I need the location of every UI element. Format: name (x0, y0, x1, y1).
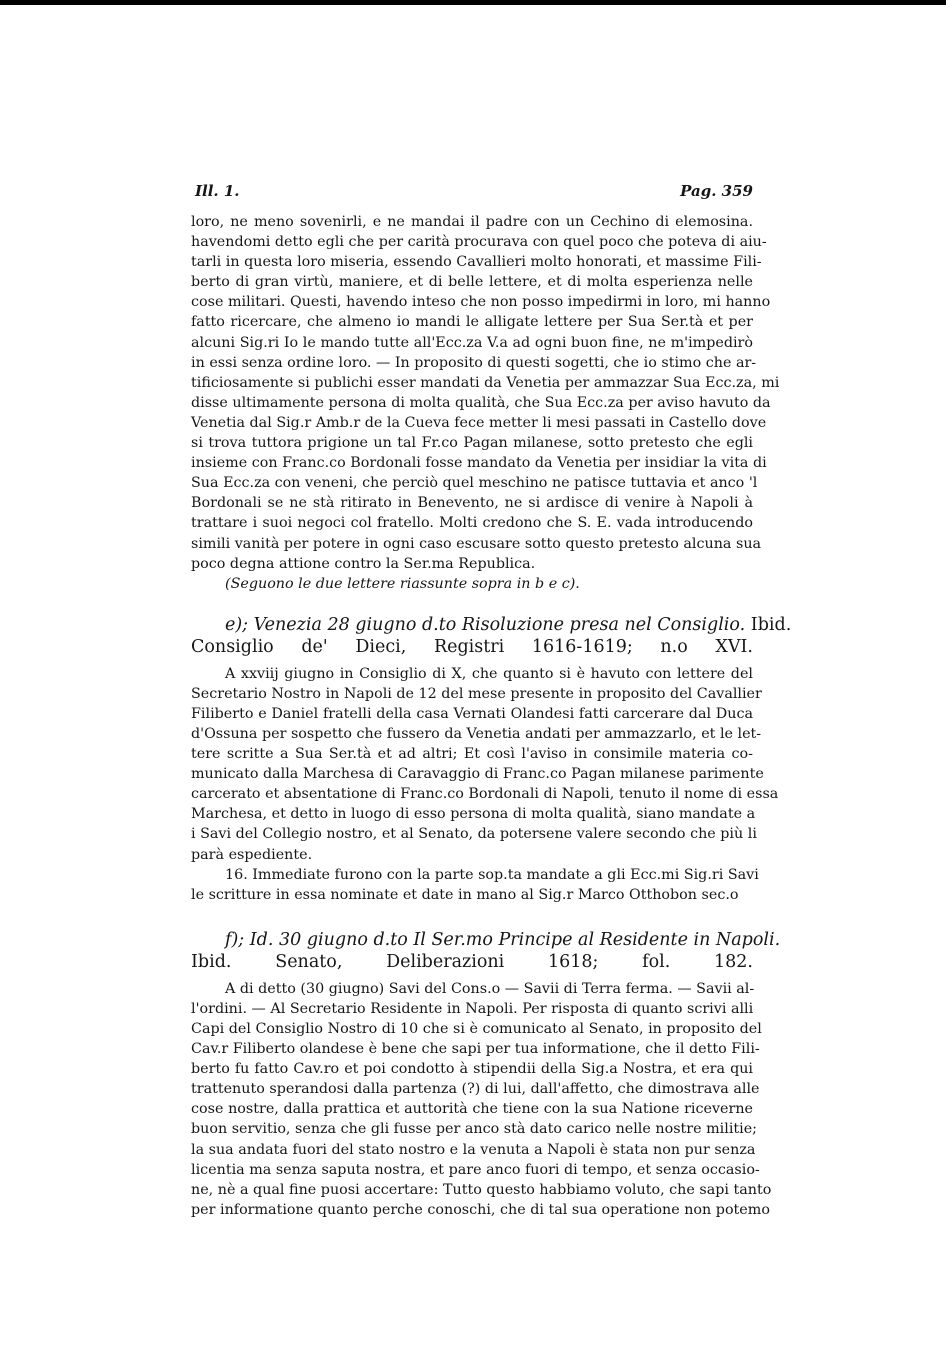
section-f-source: Ibid. Senato, Deliberazioni 1618; fol. 182. (191, 951, 753, 972)
text-line: disse ultimamente persona di molta qualità, che Sua Ecc.za per aviso havuto da (191, 394, 771, 411)
section-f-heading (191, 929, 781, 973)
text-line: ne, nè a qual fine puosi accertare: Tutto questo habbiamo voluto, che sapi tanto (191, 1181, 772, 1198)
text-line: Secretario Nostro in Napoli de 12 del mese presente in proposito del Cavallier (191, 685, 762, 702)
text-line: carcerato et absentatione di Franc.co Bordonali di Napoli, tenuto il nome di essa (191, 786, 779, 803)
text-line: Sua Ecc.za con veneni, che perciò quel meschino ne patisce tuttavia et anco 'l (191, 475, 758, 492)
section-e-paragraph-2 (191, 865, 759, 905)
illustration-ref: Ill. 1. (195, 182, 240, 200)
text-line: per informatione quanto perche conoschi, che di tal sua operatione non potemo (191, 1201, 770, 1218)
text-line: A xxviij giugno in Consiglio di X, che quanto si è havuto con lettere del (225, 665, 753, 682)
text-line: insieme con Franc.co Bordonali fosse mandato da Venetia per insidiar la vita di (191, 455, 767, 472)
text-line: Marchesa, et detto in luogo di esso persona di molta qualità, siano mandate a (191, 806, 756, 823)
section-e-title: e); Venezia 28 giugno d.to Risoluzione presa nel Consiglio. Ibid. (225, 614, 792, 635)
top-edge-rule (0, 0, 946, 5)
text-line: i Savi del Collegio nostro, et al Senato, da potersene valere secondo che più li (191, 826, 757, 843)
book-page (191, 182, 792, 1220)
text-line: licentia ma senza saputa nostra, et pare anco fuori di tempo, et senza occasio- (191, 1161, 760, 1178)
text-line: cose militari. Questi, havendo inteso che non posso impedirmi in loro, mi hanno (191, 294, 771, 311)
page-number: Pag. 359 (680, 182, 753, 200)
text-line: tarli in questa loro miseria, essendo Cavallieri molto honorati, et massime Fili- (191, 254, 762, 271)
text-line: fatto ricercare, che almeno io mandi le alligate lettere per Sua Ser.tà et per (191, 314, 753, 331)
text-line: le scritture in essa nominate et date in mano al Sig.r Marco Otthobon sec.o (191, 886, 739, 903)
text-line: berto di gran virtù, maniere, et di belle lettere, et di molta esperienza nelle (191, 274, 753, 291)
section-e-heading (191, 614, 792, 658)
editor-note: (Seguono le due lettere riassunte sopra in b e c). (225, 575, 580, 592)
running-head (191, 182, 753, 212)
text-line: Filiberto e Daniel fratelli della casa Vernati Olandesi fatti carcerare dal Duca (191, 705, 753, 722)
text-line: trattenuto sperandosi dalla partenza (?) di lui, dall'affetto, che dimostrava alle (191, 1081, 760, 1098)
text-line: d'Ossuna per sospetto che fussero da Venetia andati per ammazzarlo, et le let- (191, 725, 762, 742)
text-line: poco degna attione contro la Ser.ma Republica. (191, 555, 536, 572)
text-line: simili vanità per potere in ogni caso escusare sotto questo pretesto alcuna sua (191, 535, 762, 552)
text-line: 16. Immediate furono con la parte sop.ta mandate a gli Ecc.mi Sig.ri Savi (225, 866, 759, 883)
text-line: Cav.r Filiberto olandese è bene che sapi per tua informatione, che il detto Fili- (191, 1041, 760, 1058)
text-line: municato dalla Marchesa di Caravaggio di Franc.co Pagan milanese parimente (191, 766, 764, 783)
text-line: berto fu fatto Cav.ro et poi condotto à stipendii della Sig.a Nostra, et era qui (191, 1061, 753, 1078)
text-line: la sua andata fuori del stato nostro e la venuta a Napoli è stata non pur senza (191, 1141, 756, 1158)
text-line: tificiosamente si publichi esser mandati da Venetia per ammazzar Sua Ecc.za, mi (191, 374, 780, 391)
document-d-text (191, 212, 780, 574)
text-line: in essi senza ordine loro. — In proposito di questi sogetti, che io stimo che ar- (191, 354, 757, 371)
text-line: parà espediente. (191, 846, 313, 863)
section-e-source: Consiglio de' Dieci, Registri 1616-1619; n.o XVI. (191, 636, 753, 657)
section-f-paragraph-1 (191, 979, 772, 1220)
text-line: cose nostre, dalla prattica et auttorità che tiene con la sua Natione riceverne (191, 1101, 753, 1118)
section-e-paragraph-1 (191, 664, 779, 865)
text-line: Bordonali se ne stà ritirato in Benevento, ne si ardisce di venire à Napoli à (191, 495, 753, 512)
text-line: buon servitio, senza che gli fusse per anco stà dato carico nelle nostre militie; (191, 1121, 757, 1138)
text-line: si trova tuttora prigione un tal Fr.co Pagan milanese, sotto pretesto che egli (191, 435, 753, 452)
text-line: havendomi detto egli che per carità procurava con quel poco che poteva di aiu- (191, 234, 767, 251)
text-line: l'ordini. — Al Secretario Residente in Napoli. Per risposta di quanto scrivi alli (191, 1000, 754, 1017)
text-line: loro, ne meno sovenirli, e ne mandai il padre con un Cechino di elemosina. (191, 214, 753, 230)
text-line: Capi del Consiglio Nostro di 10 che si è comunicato al Senato, in proposito del (191, 1021, 762, 1037)
text-line: alcuni Sig.ri Io le mando tutte all'Ecc.za V.a ad ogni buon fine, ne m'impedirò (191, 334, 753, 351)
text-line: tere scritte a Sua Ser.tà et ad altri; Et così l'aviso in consimile materia co- (191, 746, 753, 763)
text-line: Venetia dal Sig.r Amb.r de la Cueva fece metter li mesi passati in Castello dove (191, 414, 767, 431)
text-line: trattare i suoi negoci col fratello. Molti credono che S. E. vada introducendo (191, 515, 753, 532)
section-f-title: f); Id. 30 giugno d.to Il Ser.mo Principe al Residente in Napoli. (225, 929, 781, 950)
text-line: A di detto (30 giugno) Savi del Cons.o — Savii di Terra ferma. — Savii al- (225, 980, 755, 997)
